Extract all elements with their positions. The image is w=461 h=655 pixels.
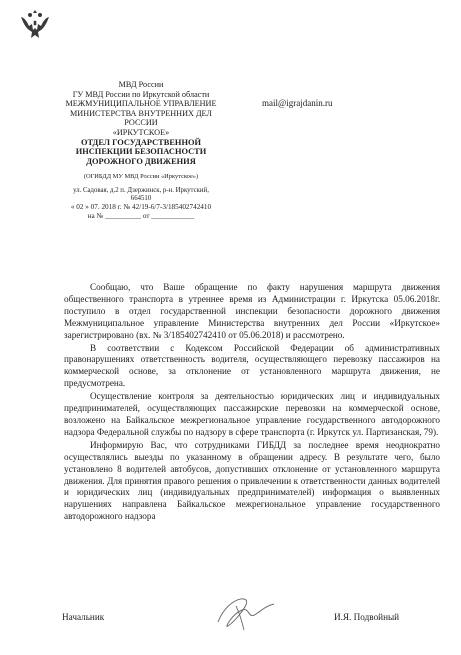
body-paragraph: В соответствии с Кодексом Российской Федерации об административных правонарушениях ответственность водителя, осуществляющего перевозку пассажиров на коммерческой основе, за отклонение от установленного маршрута движения, не предусмотрена.: [64, 342, 440, 389]
letterhead: [52, 80, 230, 221]
recipient-email: mail@igrajdanin.ru: [262, 98, 333, 108]
letterhead-line: МИНИСТЕРСТВА ВНУТРЕННИХ ДЕЛ: [70, 108, 212, 118]
department-title-line: ИНСПЕКЦИИ БЕЗОПАСНОСТИ: [75, 147, 207, 157]
outgoing-reference: « 02 » 07. 2018 г. № 42/19-6/7-3/185402742410: [70, 202, 212, 211]
handwritten-signature: [212, 592, 280, 632]
address-line: ул. Садовая, д.2 п. Дзержинск, р-н. Иркутский,: [73, 186, 209, 194]
address-line: 664510: [130, 194, 152, 202]
department-abbreviation: (ОГИБДД МУ МВД России «Иркутское»): [83, 172, 199, 180]
department-title-line: ДОРОЖНОГО ДВИЖЕНИЯ: [86, 157, 196, 167]
letter-body: [64, 282, 440, 524]
double-headed-eagle-emblem-icon: [20, 8, 50, 41]
signatory-title: Начальник: [62, 612, 105, 622]
letterhead-line: ГУ МВД России по Иркутской области: [72, 89, 210, 99]
reply-reference: на № __________ от ____________: [87, 211, 195, 220]
letterhead-line: РОССИИ: [124, 118, 158, 128]
signatory-name: И.Я. Подвойный: [334, 612, 400, 622]
letterhead-line: МЕЖМУНИЦИПАЛЬНОЕ УПРАВЛЕНИЕ: [65, 99, 217, 109]
body-paragraph: Сообщаю, что Ваше обращение по факту нарушения маршрута движения общественного транспорта в утреннее время из Администрации г. Иркутска 05.06.2018г. поступило в отдел государственной инспекции безопасности дорожного движения Межмуниципальное управление Министерства внутренних дел России «Иркутское» зарегистрировано (вх. № 3/185402742410 от 05.06.2018) и рассмотрено.: [64, 282, 440, 340]
letterhead-line: «ИРКУТСКОЕ»: [112, 127, 170, 137]
body-paragraph: Осуществление контроля за деятельностью юридических лиц и индивидуальных предпринимателей, осуществляющих пассажирские перевозки на коммерческой основе, возложено на Байкальское межрегиональное управление государственного автодорожного надзора Федеральной службы по надзору в сфере транспорта (г. Иркутск ул. Партизанская, 79).: [64, 391, 440, 437]
letterhead-line: МВД России: [118, 80, 164, 89]
department-title-line: ОТДЕЛ ГОСУДАРСТВЕННОЙ: [80, 137, 201, 147]
body-paragraph: Информирую Вас, что сотрудниками ГИБДД за последнее время неоднократно осуществлялись выезды по указанному в обращении адресу. В результате чего, было установлено 8 водителей автобусов, допустивших отклонение от установленного маршрута движения. Для принятия правого решения о привлечении к ответственности данных водителей и юридических лиц (индивидуальных предпринимателей) информация о выявленных нарушениях направлена Байкальское межрегиональное управление государственного автодорожного надзора: [64, 439, 440, 522]
